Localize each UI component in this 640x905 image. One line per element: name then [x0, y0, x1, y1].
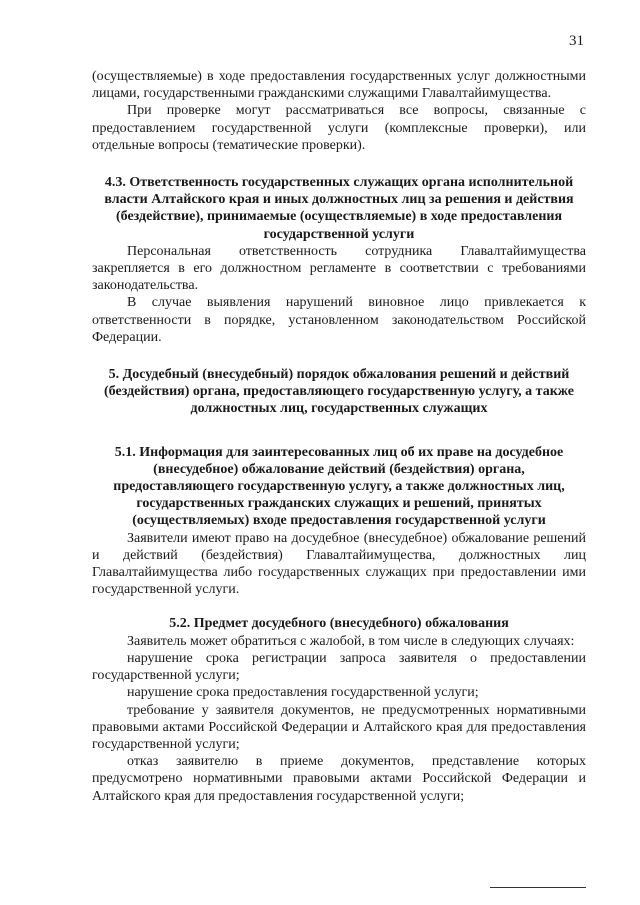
- section-5-1-heading: 5.1. Информация для заинтересованных лиц об их праве на досудебное (внесудебное) обжалование действий (бездействия) органа, предоставляющего государственную услугу, а также должностных лиц, государственных гражданских служащих и решений, принятых (осуществляемых) входе предоставления государственной услуги: [113, 444, 565, 529]
- list-item: отказ заявителю в приеме документов, представление которых предусмотрено нормативными правовыми актами Российской Федерации и Алтайского края для предоставления государственной услуги;: [92, 754, 586, 804]
- section-4-3-paragraph-1: Персональная ответственность сотрудника Главалтайимущества закрепляется в его должностном регламенте в соответствии с требованиями законодательства.: [92, 243, 586, 294]
- section-5-1-paragraph-1: Заявители имеют право на досудебное (внесудебное) обжалование решений и действий (бездействия) Главалтайимущества, должностных лиц Главалтайимущества либо государственных служащих при предоставлении ими государственной услуги.: [92, 530, 586, 598]
- intro-paragraph-2: При проверке могут рассматриваться все вопросы, связанные с предоставлением государственной услуги (комплексные проверки), или отдельные вопросы (тематические проверки).: [92, 103, 586, 153]
- page-number: 31: [569, 33, 584, 49]
- section-5-heading: 5. Досудебный (внесудебный) порядок обжалования решений и действий (бездействия) органа, предоставляющего государственную услугу, а также должностных лиц, государственных служащих: [104, 367, 574, 417]
- section-5-2-heading: 5.2. Предмет досудебного (внесудебного) обжалования: [169, 616, 509, 632]
- section-4-3-paragraph-2: В случае выявления нарушений виновное лицо привлекается к ответственности в порядке, установленном законодательством Российской Федерации.: [92, 295, 586, 345]
- list-item: нарушение срока регистрации запроса заявителя о предоставлении государственной услуги;: [92, 650, 586, 684]
- list-item: нарушение срока предоставления государственной услуги;: [127, 685, 479, 701]
- section-5-2-paragraph-1: Заявитель может обратиться с жалобой, в том числе в следующих случаях:: [127, 633, 575, 649]
- intro-paragraph-1: (осуществляемые) в ходе предоставления государственных услуг должностными лицами, государственными гражданскими служащими Главалтайимущества.: [92, 69, 586, 102]
- section-4-3-heading: 4.3. Ответственность государственных служащих органа исполнительной власти Алтайского края и иных должностных лиц за решения и действия (бездействие), принимаемые (осуществляемые) в ходе предоставления государственной услуги: [104, 175, 574, 242]
- document-body: [92, 68, 586, 805]
- list-item: требование у заявителя документов, не предусмотренных нормативными правовыми актами Российской Федерации и Алтайского края для предоставления государственной услуги;: [92, 702, 586, 752]
- footer-divider: [490, 887, 586, 888]
